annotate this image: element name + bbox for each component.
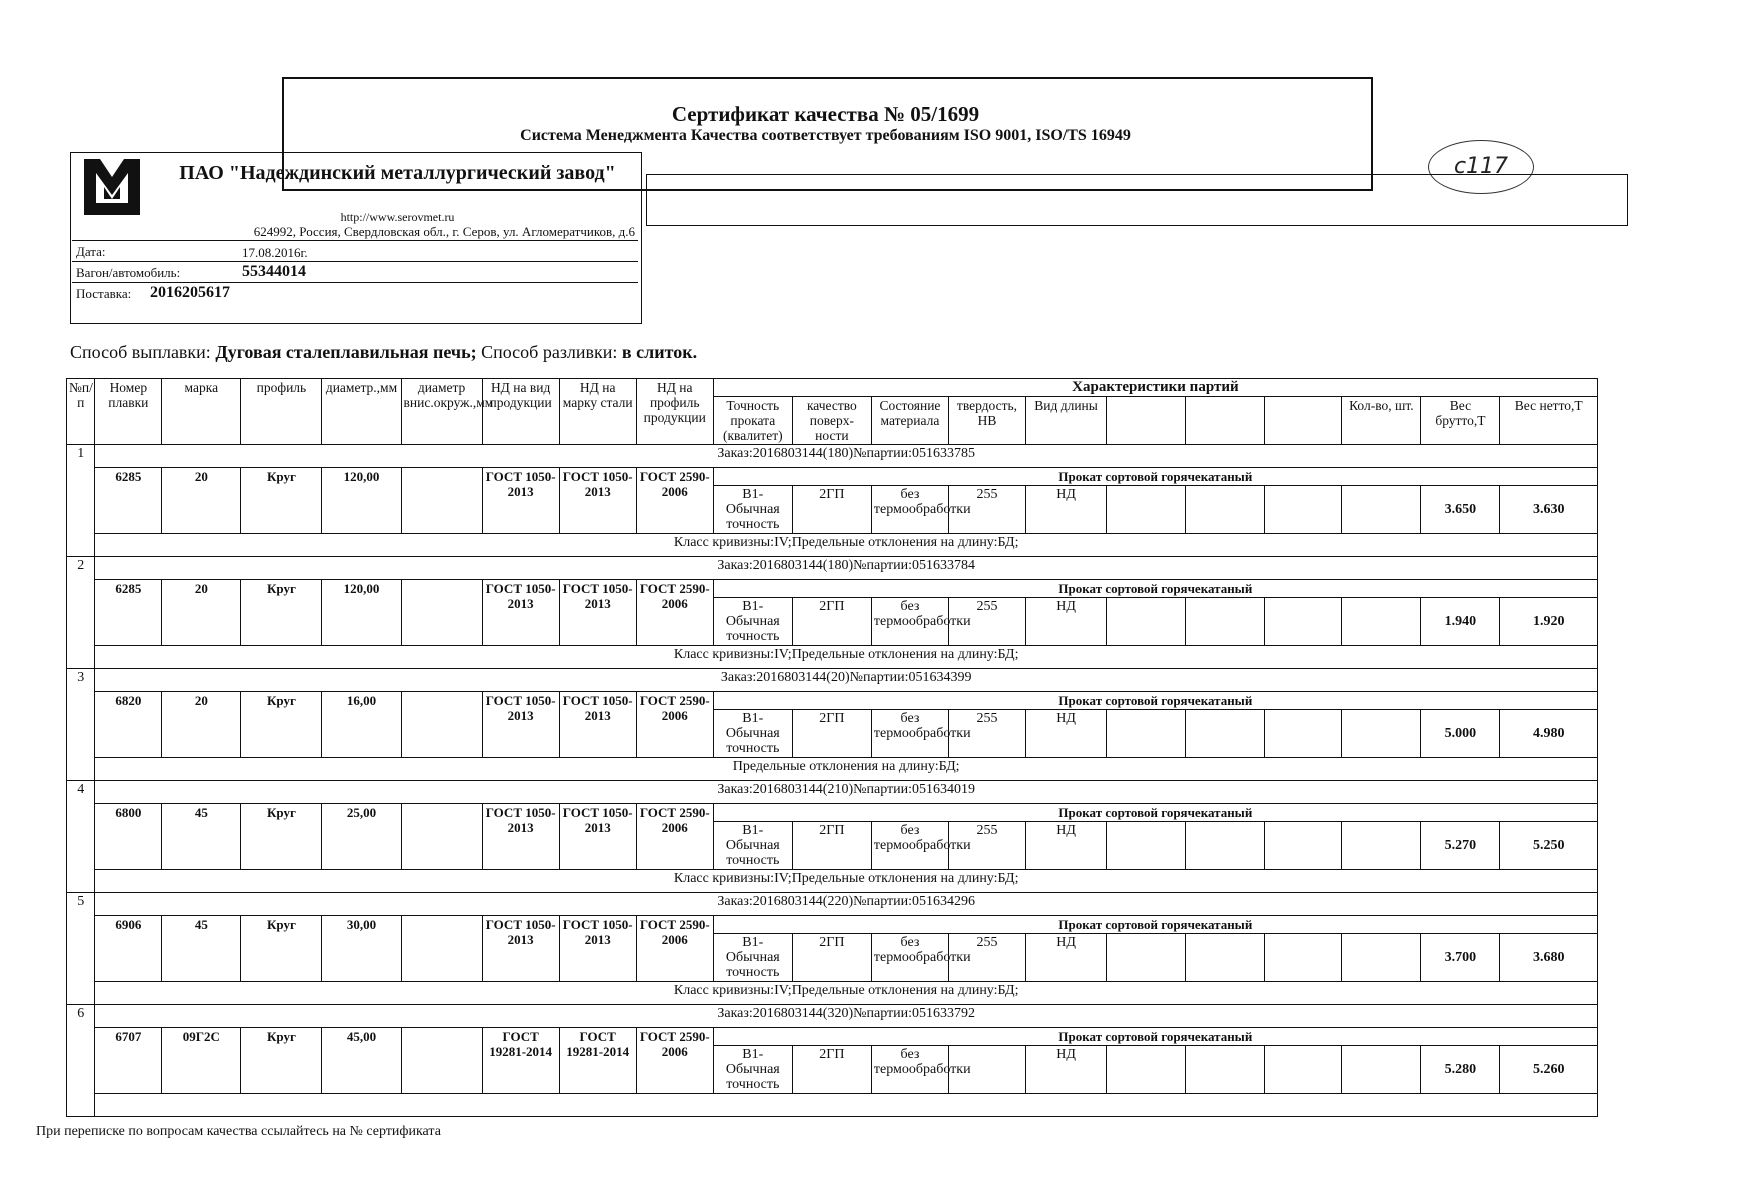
cell-heat: 6906	[95, 916, 162, 982]
cell-empty	[1107, 1046, 1186, 1094]
company-address: 624992, Россия, Свердловская обл., г. Серов, ул. Агломератчиков, д.6	[253, 224, 635, 239]
order-row	[67, 445, 1598, 468]
order-row	[67, 893, 1598, 916]
delivery-row	[72, 282, 638, 303]
cell-surface: 2ГП	[792, 822, 871, 870]
table-row	[67, 1028, 1598, 1046]
cell-empty	[1265, 710, 1342, 758]
header-surface: качество поверх-ности	[792, 397, 871, 445]
melt-method: Дуговая сталеплавильная печь;	[215, 342, 477, 362]
product-type: Прокат сортовой горячекатаный	[713, 1028, 1597, 1046]
company-name: ПАО "Надеждинский металлургический завод"	[179, 162, 616, 184]
cell-gross: 3.700	[1421, 934, 1500, 982]
row-number: 2	[67, 557, 95, 669]
cell-profile: Круг	[241, 804, 322, 870]
cell-surface: 2ГП	[792, 598, 871, 646]
product-type: Прокат сортовой горячекатаный	[713, 692, 1597, 710]
melt-info-line	[70, 342, 697, 363]
certificate-subtitle: Система Менеджмента Качества соответствует требованиям ISO 9001, ISO/TS 16949	[520, 127, 1131, 144]
cell-accuracy: В1-Обычная точность	[713, 486, 792, 534]
cell-qty	[1342, 934, 1421, 982]
header-net: Вес нетто,Т	[1500, 397, 1598, 445]
cell-hardness: 255	[948, 822, 1025, 870]
header-qty: Кол-во, шт.	[1342, 397, 1421, 445]
cell-nd-product: ГОСТ 19281-2014	[482, 1028, 559, 1094]
header-empty-2	[1186, 397, 1265, 445]
tail-row	[67, 1094, 1598, 1117]
cell-heat: 6800	[95, 804, 162, 870]
company-logo-icon	[80, 155, 144, 219]
header-num: №п/п	[67, 379, 95, 445]
cell-grade: 20	[162, 580, 241, 646]
header-hardness: твердость, НВ	[948, 397, 1025, 445]
header-inner-diameter: диаметр внис.окруж.,мм	[401, 379, 482, 445]
cell-net: 5.250	[1500, 822, 1598, 870]
cell-surface: 2ГП	[792, 486, 871, 534]
header-heat: Номер плавки	[95, 379, 162, 445]
cell-gross: 5.280	[1421, 1046, 1500, 1094]
empty-info-box	[646, 174, 1628, 226]
cell-nd-grade: ГОСТ 1050-2013	[559, 916, 636, 982]
header-empty-1	[1107, 397, 1186, 445]
tail-info: Предельные отклонения на длину:БД;	[95, 758, 1598, 781]
cell-nd-profile: ГОСТ 2590-2006	[636, 468, 713, 534]
cell-nd-product: ГОСТ 1050-2013	[482, 804, 559, 870]
cell-diameter: 30,00	[322, 916, 401, 982]
product-type: Прокат сортовой горячекатаный	[713, 468, 1597, 486]
cell-net: 1.920	[1500, 598, 1598, 646]
cell-empty	[1265, 598, 1342, 646]
cell-empty	[1107, 822, 1186, 870]
tail-row	[67, 982, 1598, 1005]
cell-inner-diameter	[401, 1028, 482, 1094]
cell-profile: Круг	[241, 916, 322, 982]
cell-empty	[1186, 822, 1265, 870]
date-label: Дата:	[76, 244, 106, 259]
row-number: 1	[67, 445, 95, 557]
cell-inner-diameter	[401, 580, 482, 646]
header-nd-product: НД на вид продукции	[482, 379, 559, 445]
header-diameter: диаметр.,мм	[322, 379, 401, 445]
cell-empty	[1186, 486, 1265, 534]
cell-profile: Круг	[241, 468, 322, 534]
cell-grade: 45	[162, 804, 241, 870]
date-value: 17.08.2016г.	[242, 245, 308, 260]
cell-accuracy: В1-Обычная точность	[713, 1046, 792, 1094]
cell-nd-product: ГОСТ 1050-2013	[482, 580, 559, 646]
cell-nd-product: ГОСТ 1050-2013	[482, 916, 559, 982]
wagon-value: 55344014	[242, 263, 306, 280]
row-number: 6	[67, 1005, 95, 1117]
cell-empty	[1186, 934, 1265, 982]
cell-state: без термообработки	[871, 934, 948, 982]
cell-gross: 5.000	[1421, 710, 1500, 758]
cell-nd-profile: ГОСТ 2590-2006	[636, 692, 713, 758]
cell-inner-diameter	[401, 804, 482, 870]
footer-note: При переписке по вопросам качества ссылайтесь на № сертификата	[36, 1124, 441, 1139]
date-row	[72, 240, 638, 261]
cell-net: 3.680	[1500, 934, 1598, 982]
wagon-label: Вагон/автомобиль:	[76, 265, 181, 280]
cell-accuracy: В1-Обычная точность	[713, 934, 792, 982]
cell-nd-profile: ГОСТ 2590-2006	[636, 580, 713, 646]
order-info: Заказ:2016803144(180)№партии:051633785	[95, 445, 1598, 468]
tail-info: Класс кривизны:IV;Предельные отклонения на длину:БД;	[95, 534, 1598, 557]
cell-state: без термообработки	[871, 598, 948, 646]
table-row	[67, 580, 1598, 598]
cell-empty	[1186, 1046, 1265, 1094]
cell-nd-grade: ГОСТ 1050-2013	[559, 580, 636, 646]
header-empty-3	[1265, 397, 1342, 445]
cell-nd-profile: ГОСТ 2590-2006	[636, 1028, 713, 1094]
cell-profile: Круг	[241, 692, 322, 758]
batch-table-container	[66, 378, 1598, 1128]
cell-heat: 6820	[95, 692, 162, 758]
order-info: Заказ:2016803144(210)№партии:051634019	[95, 781, 1598, 804]
cell-surface: 2ГП	[792, 934, 871, 982]
cell-gross: 3.650	[1421, 486, 1500, 534]
cell-inner-diameter	[401, 692, 482, 758]
cell-state: без термообработки	[871, 710, 948, 758]
header-nd-grade: НД на марку стали	[559, 379, 636, 445]
table-row	[67, 804, 1598, 822]
cell-profile: Круг	[241, 580, 322, 646]
cell-nd-profile: ГОСТ 2590-2006	[636, 804, 713, 870]
order-row	[67, 669, 1598, 692]
table-row	[67, 692, 1598, 710]
cell-diameter: 16,00	[322, 692, 401, 758]
cell-length-type: НД	[1026, 822, 1107, 870]
header-gross: Вес брутто,Т	[1421, 397, 1500, 445]
cell-length-type: НД	[1026, 710, 1107, 758]
cell-nd-grade: ГОСТ 1050-2013	[559, 804, 636, 870]
cast-method: в слиток.	[621, 342, 698, 362]
company-url: http://www.serovmet.ru	[340, 210, 455, 224]
order-row	[67, 781, 1598, 804]
order-row	[67, 1005, 1598, 1028]
cell-grade: 20	[162, 692, 241, 758]
cell-empty	[1107, 710, 1186, 758]
tail-info	[95, 1094, 1598, 1117]
cell-accuracy: В1-Обычная точность	[713, 598, 792, 646]
header-accuracy: Точность проката (квалитет)	[713, 397, 792, 445]
header-nd-profile: НД на профиль продукции	[636, 379, 713, 445]
cell-surface: 2ГП	[792, 710, 871, 758]
cell-gross: 5.270	[1421, 822, 1500, 870]
order-info: Заказ:2016803144(180)№партии:051633784	[95, 557, 1598, 580]
product-type: Прокат сортовой горячекатаный	[713, 916, 1597, 934]
tail-row	[67, 534, 1598, 557]
cell-accuracy: В1-Обычная точность	[713, 710, 792, 758]
cell-heat: 6285	[95, 580, 162, 646]
cell-empty	[1107, 486, 1186, 534]
cell-net: 4.980	[1500, 710, 1598, 758]
tail-row	[67, 646, 1598, 669]
product-type: Прокат сортовой горячекатаный	[713, 804, 1597, 822]
cell-gross: 1.940	[1421, 598, 1500, 646]
order-info: Заказ:2016803144(320)№партии:051633792	[95, 1005, 1598, 1028]
cell-qty	[1342, 486, 1421, 534]
cell-qty	[1342, 1046, 1421, 1094]
cell-empty	[1265, 822, 1342, 870]
order-row	[67, 557, 1598, 580]
tail-info: Класс кривизны:IV;Предельные отклонения на длину:БД;	[95, 982, 1598, 1005]
table-row	[67, 468, 1598, 486]
cell-nd-product: ГОСТ 1050-2013	[482, 468, 559, 534]
order-info: Заказ:2016803144(20)№партии:051634399	[95, 669, 1598, 692]
tail-row	[67, 758, 1598, 781]
row-number: 3	[67, 669, 95, 781]
cell-qty	[1342, 710, 1421, 758]
cell-diameter: 45,00	[322, 1028, 401, 1094]
header-profile: профиль	[241, 379, 322, 445]
cell-accuracy: В1-Обычная точность	[713, 822, 792, 870]
header-length-type: Вид длины	[1026, 397, 1107, 445]
cell-grade: 09Г2С	[162, 1028, 241, 1094]
cell-empty	[1186, 598, 1265, 646]
cell-surface: 2ГП	[792, 1046, 871, 1094]
table-row	[67, 916, 1598, 934]
cell-length-type: НД	[1026, 1046, 1107, 1094]
cast-prefix: Способ разливки:	[481, 342, 618, 362]
cell-hardness: 255	[948, 598, 1025, 646]
cell-length-type: НД	[1026, 486, 1107, 534]
cell-state: без термообработки	[871, 486, 948, 534]
cell-inner-diameter	[401, 916, 482, 982]
cell-state: без термообработки	[871, 1046, 948, 1094]
cell-hardness: 255	[948, 486, 1025, 534]
cell-diameter: 25,00	[322, 804, 401, 870]
delivery-label: Поставка:	[76, 286, 132, 301]
tail-row	[67, 870, 1598, 893]
cell-empty	[1186, 710, 1265, 758]
cell-empty	[1265, 934, 1342, 982]
cell-empty	[1265, 486, 1342, 534]
cell-profile: Круг	[241, 1028, 322, 1094]
cell-length-type: НД	[1026, 934, 1107, 982]
cell-nd-grade: ГОСТ 19281-2014	[559, 1028, 636, 1094]
cell-length-type: НД	[1026, 598, 1107, 646]
tail-info: Класс кривизны:IV;Предельные отклонения на длину:БД;	[95, 646, 1598, 669]
row-number: 4	[67, 781, 95, 893]
cell-nd-grade: ГОСТ 1050-2013	[559, 692, 636, 758]
cell-nd-grade: ГОСТ 1050-2013	[559, 468, 636, 534]
row-number: 5	[67, 893, 95, 1005]
cell-empty	[1107, 934, 1186, 982]
header-characteristics: Характеристики партий	[713, 379, 1597, 397]
cell-net: 5.260	[1500, 1046, 1598, 1094]
cell-state: без термообработки	[871, 822, 948, 870]
batch-table-body	[67, 445, 1598, 1117]
header-state: Состояние материала	[871, 397, 948, 445]
wagon-row	[72, 261, 638, 282]
certificate-title: Сертификат качества № 05/1699	[671, 102, 980, 126]
handwritten-mark: с117	[1428, 140, 1534, 194]
cell-diameter: 120,00	[322, 468, 401, 534]
cell-hardness: 255	[948, 710, 1025, 758]
cell-grade: 20	[162, 468, 241, 534]
cell-grade: 45	[162, 916, 241, 982]
batch-table	[66, 378, 1598, 1117]
cell-heat: 6707	[95, 1028, 162, 1094]
melt-prefix: Способ выплавки:	[70, 342, 211, 362]
cell-empty	[1265, 1046, 1342, 1094]
cell-qty	[1342, 822, 1421, 870]
cell-nd-product: ГОСТ 1050-2013	[482, 692, 559, 758]
cell-inner-diameter	[401, 468, 482, 534]
delivery-value: 2016205617	[150, 284, 230, 301]
cell-empty	[1107, 598, 1186, 646]
cell-net: 3.630	[1500, 486, 1598, 534]
cell-qty	[1342, 598, 1421, 646]
tail-info: Класс кривизны:IV;Предельные отклонения на длину:БД;	[95, 870, 1598, 893]
order-info: Заказ:2016803144(220)№партии:051634296	[95, 893, 1598, 916]
cell-hardness: 255	[948, 934, 1025, 982]
product-type: Прокат сортовой горячекатаный	[713, 580, 1597, 598]
cell-heat: 6285	[95, 468, 162, 534]
cell-nd-profile: ГОСТ 2590-2006	[636, 916, 713, 982]
cell-diameter: 120,00	[322, 580, 401, 646]
header-grade: марка	[162, 379, 241, 445]
